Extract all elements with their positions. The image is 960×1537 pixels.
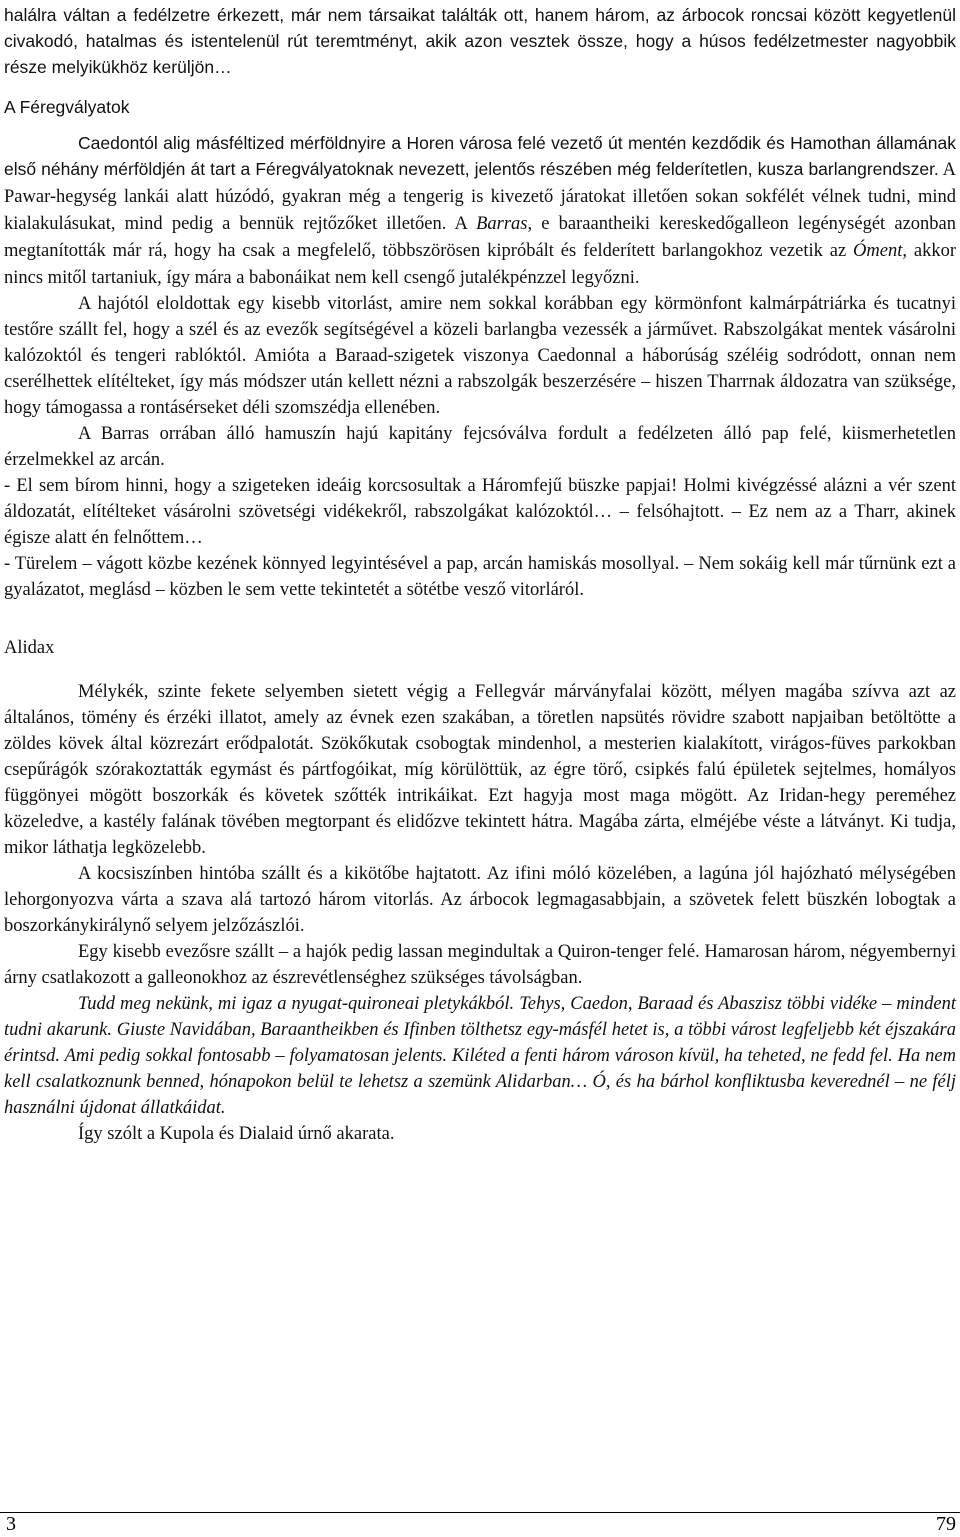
- person-name: Óment: [853, 241, 903, 261]
- paragraph-text: A Pawar-hegység lankái alatt húzódó, gyakran még a tengerig is kivezető járatokat illetően sokan sokfélét vélnek tudni, mind kialakulásukat, mind pedig a bennük rejtőzőket illetően. A: [4, 160, 956, 234]
- dialogue-line: - Türelem – vágott közbe kezének könnyed legyintésével a pap, arcán hamiskás mosollyal. – Nem sokáig kell már tűrnünk ezt a gyalázatot, meglásd – közben le sem vette tekintetét a sötétbe vesző vitorláról.: [4, 554, 956, 600]
- intro-paragraph: halálra váltan a fedélzetre érkezett, már nem társaikat találták ott, hanem három, az árbocok roncsai között kegyetlenül civakodó, hatalmas és istentelenül rút teremtményt, akik azon vesztek össze, hogy a húsos fedélzetmester nagyobbik része melyikükhöz kerüljön…: [4, 5, 956, 77]
- body-paragraph: Egy kisebb evezősre szállt – a hajók pedig lassan megindultak a Quiron-tenger felé. Hamarosan három, négyembernyi árny csatlakozott a galleonokhoz az észrevétlenséghez szükséges távolságban.: [4, 942, 956, 988]
- dialogue-line: - El sem bírom hinni, hogy a szigeteken ideáig korcsosultak a Háromfejű büszke papjai! Holmi kivégzéssé alázni a vér szent áldozatát, elítélteket vásárolni szövetségi vidékekről, rabszolgákat kalózoktól… – felsóhajtott. – Ez nem az a Tharr, akinek égisze alatt én felnőttem…: [4, 476, 956, 548]
- footer-divider: [0, 1512, 960, 1513]
- body-paragraph: Így szólt a Kupola és Dialaid úrnő akarata.: [78, 1124, 395, 1144]
- message-text: Tudd meg nekünk, mi igaz a nyugat-quironeai pletykákból. Tehys, Caedon, Baraad és Abaszisz többi vidéke – mindent tudni akarunk. Giuste Navidában, Baraantheikben és Ifinben tölthetsz egy-másfél hetet is, a többi várost legfeljebb két éjszakára érintsd. Ami pedig sokkal fontosabb – folyamatosan jelents. Kiléted a fenti három városon kívül, ha teheted, ne fedd fel. Ha nem kell csalatkoznunk benned, hónapokon belül te lehetsz a szemünk Alidarban… Ó, és ha bárhol konfliktusba keverednél – ne félj használni újdonat állatkáidat.: [4, 994, 956, 1118]
- paragraph-text: , akkor nincs mitől tartaniuk, így mára a babonáikat nem kell csengő jutalékpénzzel legyőzni.: [4, 241, 956, 288]
- body-paragraph: [4, 130, 956, 291]
- italic-message: [4, 991, 956, 1121]
- page-number-right: 79: [936, 1513, 956, 1535]
- body-paragraph: Mélykék, szinte fekete selyemben sietett végig a Fellegvár márványfalai között, mélyen magába szívva azt az általános, tömény és érzéki illatot, amely az évnek ezen szakában, a töretlen napsütés rövidre szabott napjaiban betöltötte a zöldes kövek által közrezárt erődpalotát. Szökőkutak csobogtak mindenhol, a mesterien kialakított, virágos-füves parkokban csepűrágók szórakoztatták egymást és pártfogóikat, míg körülöttük, az égre törő, csipkés falú épületek sejtelmes, homályos függönyei mögött boszorkák és követek szőtték intrikáikat. Ezt hagyja most maga mögött. Az Iridan-hegy pereméhez közeledve, a kastély falának tövében megtorpant és elidőzve tekintett hátra. Magába zárta, elméjébe véste a látványt. Ki tudja, mikor láthatja legközelebb.: [4, 682, 956, 858]
- paragraph-text: , e baraantheiki kereskedőgalleon legénységét azonban megtanították már rá, hogy ha csak a megfelelő, többszörösen kipróbált és felderített barlangokhoz vezetik az: [4, 214, 956, 261]
- section-heading-alidax: Alidax: [4, 638, 55, 658]
- section-heading-feregvalyatok: A Féregvályatok: [4, 97, 130, 117]
- body-paragraph: A kocsiszínben hintóba szállt és a kikötőbe hajtatott. Az ifini móló közelében, a lagúna jól hajózható mélységében lehorgonyozva várta a szava alá tartozó három vitorlás. Az árbocok legmagasabbjain, a szövetek felett büszkén lobogtak a boszorkánykirálynő selyem jelzőzászlói.: [4, 864, 956, 936]
- ship-name: Barras: [476, 214, 528, 234]
- paragraph-text: Caedontól alig másféltized mérföldnyire a Horen városa felé vezető út mentén kezdődik és Hamothan államának első néhány mérföldjén át tart a Féregvályatoknak nevezett, jelentős részében még felderítetlen, kusza barlangrendszer.: [4, 133, 956, 179]
- page-number-left: 3: [6, 1513, 16, 1535]
- body-paragraph: A hajótól eloldottak egy kisebb vitorlást, amire nem sokkal korábban egy körmönfont kalmárpátriárka és tucatnyi testőre szállt fel, hogy a szél és az evezők segítségével a közeli barlangba vezessék a járművet. Rabszolgákat mentek vásárolni kalózoktól és tengeri rablóktól. Amióta a Baraad-szigetek viszonya Caedonnal a háborúság széléig sodródott, onnan nem cserélhettek elítélteket, így más módszer után kellett nézni a rabszolgák beszerzésére – hiszen Tharrnak áldozatra van szüksége, hogy támogassa a rontásérseket déli szomszédja ellenében.: [4, 294, 956, 418]
- body-paragraph: A Barras orrában álló hamuszín hajú kapitány fejcsóválva fordult a fedélzeten álló pap felé, kiismerhetetlen érzelmekkel az arcán.: [4, 424, 956, 470]
- section-spacer: [4, 603, 956, 621]
